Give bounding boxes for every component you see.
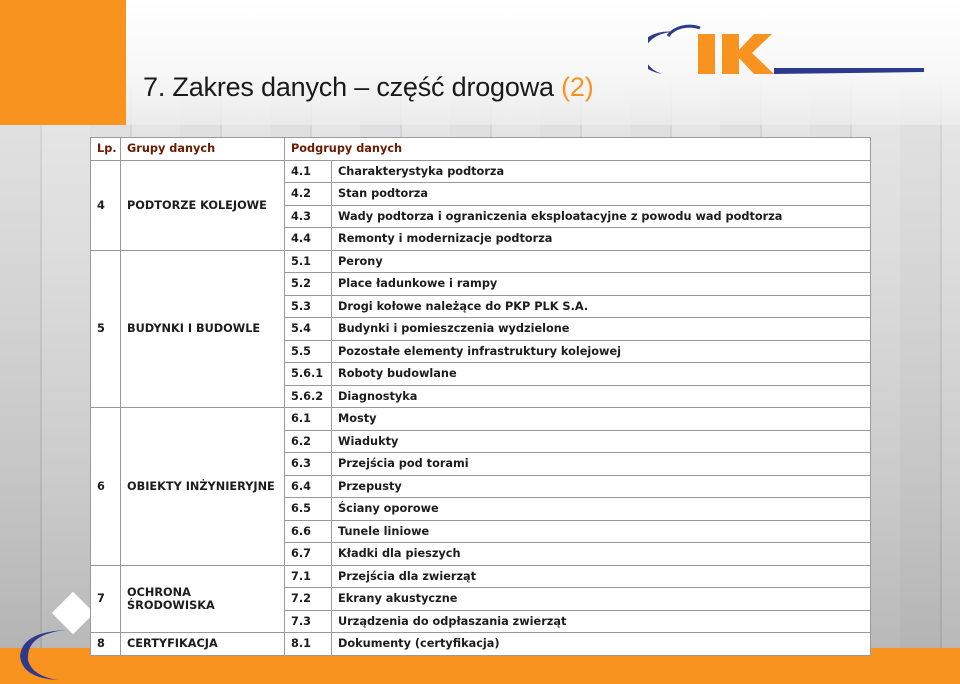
subgroup-label: Przejścia dla zwierząt <box>332 565 871 588</box>
group-name: OCHRONA ŚRODOWISKA <box>121 565 285 633</box>
subgroup-code: 6.4 <box>285 475 332 498</box>
table-row <box>91 633 871 656</box>
subgroup-code: 6.5 <box>285 498 332 521</box>
subgroup-label: Drogi kołowe należące do PKP PLK S.A. <box>332 295 871 318</box>
subgroup-code: 6.6 <box>285 520 332 543</box>
subgroup-code: 5.1 <box>285 250 332 273</box>
group-name: CERTYFIKACJA <box>121 633 285 656</box>
subgroup-code: 8.1 <box>285 633 332 656</box>
table-row <box>91 408 871 431</box>
subgroup-label: Kładki dla pieszych <box>332 543 871 566</box>
subgroup-code: 4.1 <box>285 160 332 183</box>
subgroup-code: 6.3 <box>285 453 332 476</box>
subgroup-label: Remonty i modernizacje podtorza <box>332 228 871 251</box>
subgroup-label: Tunele liniowe <box>332 520 871 543</box>
subgroup-code: 7.1 <box>285 565 332 588</box>
subgroup-label: Diagnostyka <box>332 385 871 408</box>
subgroup-code: 5.6.2 <box>285 385 332 408</box>
page-title <box>143 72 594 103</box>
group-lp: 7 <box>91 565 121 633</box>
table-row <box>91 250 871 273</box>
subgroup-code: 5.4 <box>285 318 332 341</box>
subgroup-label: Przepusty <box>332 475 871 498</box>
subgroup-label: Budynki i pomieszczenia wydzielone <box>332 318 871 341</box>
subgroup-code: 6.2 <box>285 430 332 453</box>
subgroup-label: Pozostałe elementy infrastruktury kolejowej <box>332 340 871 363</box>
subgroup-code: 6.7 <box>285 543 332 566</box>
table-header-row <box>91 138 871 161</box>
subgroup-label: Perony <box>332 250 871 273</box>
subgroup-label: Urządzenia do odpłaszania zwierząt <box>332 610 871 633</box>
subgroup-label: Roboty budowlane <box>332 363 871 386</box>
subgroup-code: 7.2 <box>285 588 332 611</box>
group-lp: 8 <box>91 633 121 656</box>
orange-corner-block <box>0 0 126 125</box>
group-name: BUDYNKI I BUDOWLE <box>121 250 285 408</box>
subgroup-code: 4.2 <box>285 183 332 206</box>
group-name: PODTORZE KOLEJOWE <box>121 160 285 250</box>
subgroup-code: 4.3 <box>285 205 332 228</box>
group-lp: 4 <box>91 160 121 250</box>
subgroup-label: Dokumenty (certyfikacja) <box>332 633 871 656</box>
subgroup-label: Charakterystyka podtorza <box>332 160 871 183</box>
subgroup-label: Place ładunkowe i rampy <box>332 273 871 296</box>
group-name: OBIEKTY INŻYNIERYJNE <box>121 408 285 566</box>
subgroup-code: 5.2 <box>285 273 332 296</box>
header-subgroup: Podgrupy danych <box>285 138 871 161</box>
subgroup-label: Mosty <box>332 408 871 431</box>
group-lp: 6 <box>91 408 121 566</box>
subgroup-code: 6.1 <box>285 408 332 431</box>
subgroup-code: 5.3 <box>285 295 332 318</box>
subgroup-label: Ekrany akustyczne <box>332 588 871 611</box>
group-lp: 5 <box>91 250 121 408</box>
subgroup-label: Wiadukty <box>332 430 871 453</box>
subgroup-label: Przejścia pod torami <box>332 453 871 476</box>
data-table <box>90 137 871 656</box>
subgroup-label: Ściany oporowe <box>332 498 871 521</box>
header-lp: Lp. <box>91 138 121 161</box>
ik-logo <box>648 22 928 78</box>
title-text: 7. Zakres danych – część drogowa <box>143 72 554 102</box>
subgroup-code: 7.3 <box>285 610 332 633</box>
title-suffix: (2) <box>561 72 594 102</box>
subgroup-code: 5.6.1 <box>285 363 332 386</box>
subgroup-code: 5.5 <box>285 340 332 363</box>
subgroup-code: 4.4 <box>285 228 332 251</box>
table-row <box>91 160 871 183</box>
header-group: Grupy danych <box>121 138 285 161</box>
subgroup-label: Stan podtorza <box>332 183 871 206</box>
table-row <box>91 565 871 588</box>
subgroup-label: Wady podtorza i ograniczenia eksploatacyjne z powodu wad podtorza <box>332 205 871 228</box>
